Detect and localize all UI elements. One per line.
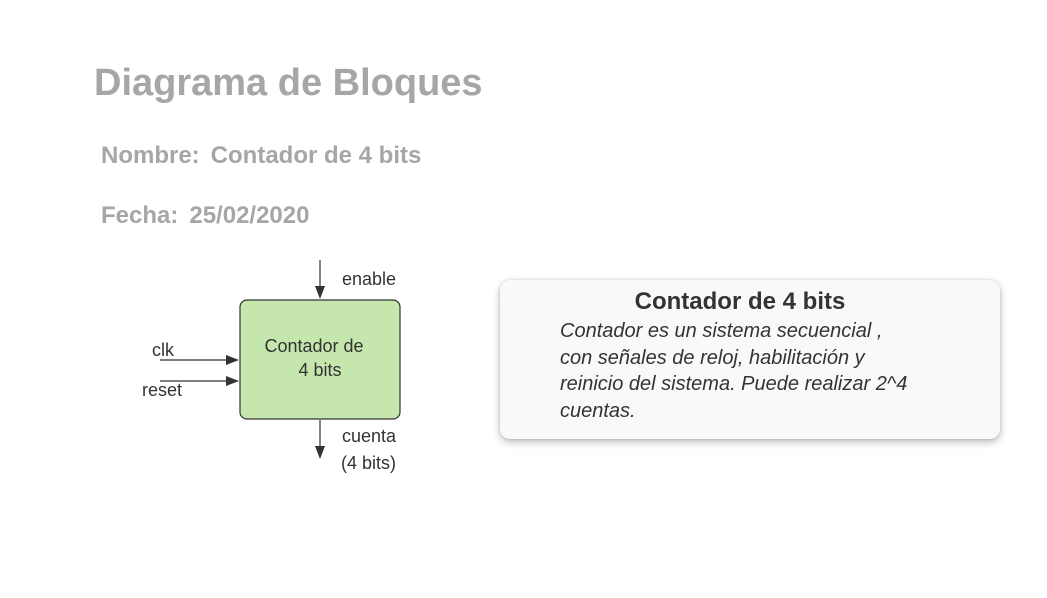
name-label: Nombre: — [101, 142, 200, 169]
block-label-line2: 4 bits — [298, 360, 342, 380]
cuenta-width-label: (4 bits) — [341, 453, 397, 473]
cuenta-arrow — [315, 420, 325, 459]
date-label: Fecha: — [101, 202, 179, 229]
reset-label: reset — [142, 380, 183, 400]
cuenta-label: cuenta — [342, 426, 397, 446]
note-body: Contador es un sistema secuencial , con señales de reloj, habilitación y reinicio del sistema. Puede realizar 2^4 cuentas. — [560, 320, 908, 422]
enable-label: enable — [342, 269, 397, 289]
enable-arrow — [315, 260, 325, 299]
note-title: Contador de 4 bits — [634, 288, 846, 315]
block-label-line1: Contador de — [264, 336, 364, 356]
date-value: 25/02/2020 — [189, 202, 310, 229]
clk-label: clk — [152, 340, 174, 360]
page-title: Diagrama de Bloques — [94, 62, 483, 104]
name-value: Contador de 4 bits — [210, 142, 422, 169]
description-note[interactable] — [500, 280, 1000, 439]
